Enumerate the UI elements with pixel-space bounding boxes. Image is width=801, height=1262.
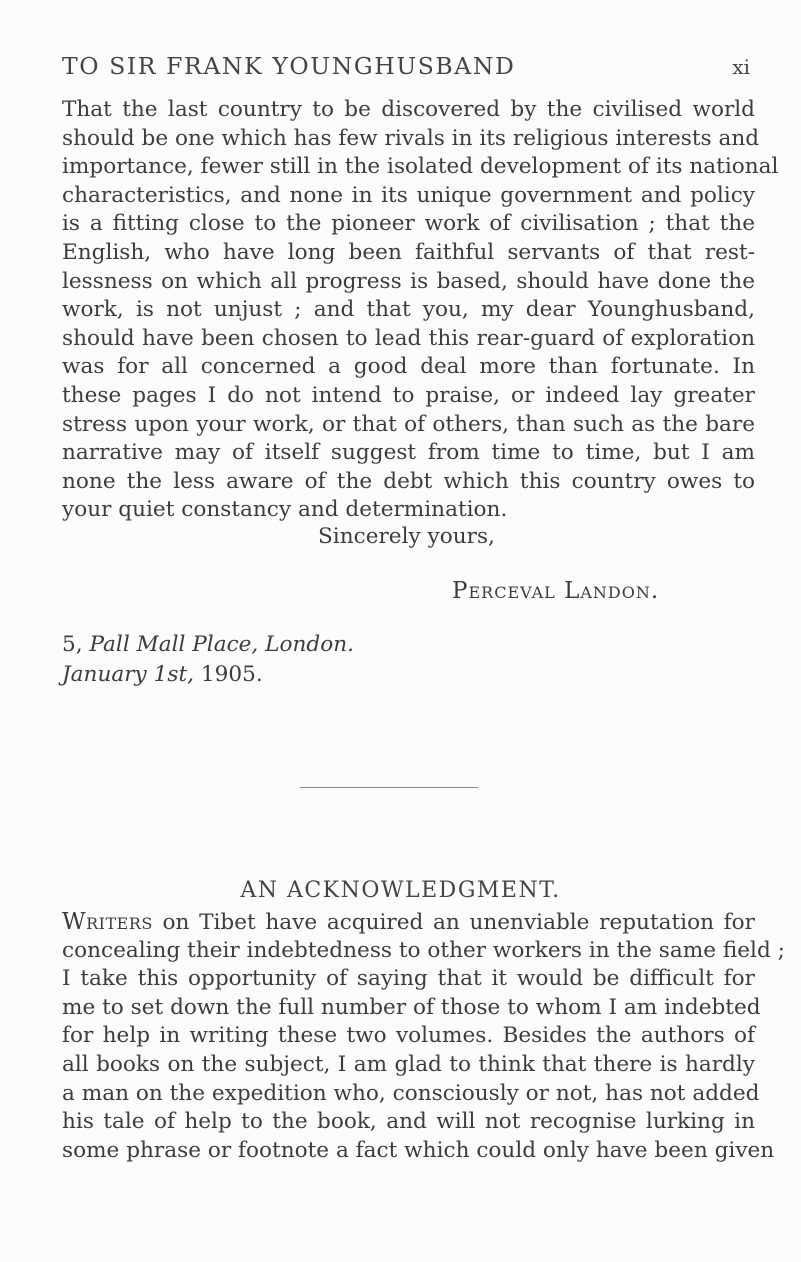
section-divider: [300, 787, 478, 788]
text-line: for help in writing these two volumes. Besides the authors of: [62, 1023, 755, 1049]
text-line: these pages I do not intend to praise, or indeed lay greater: [62, 382, 755, 408]
section-title: AN ACKNOWLEDGMENT.: [240, 878, 561, 903]
text-line: narrative may of itself suggest from time to time, but I am: [62, 440, 755, 466]
text-line: some phrase or footnote a fact which could only have been given: [62, 1137, 775, 1163]
drop-word: Writers: [62, 909, 153, 935]
letter-closing: Sincerely yours,: [318, 524, 495, 549]
text-line: lessness on which all progress is based, should have done the: [62, 268, 755, 294]
text-line: his tale of help to the book, and will not recognise lurking in: [62, 1109, 755, 1135]
text-line: should be one which has few rivals in its religious interests and: [62, 125, 760, 151]
text-line: a man on the expedition who, consciously or not, has not added: [62, 1080, 760, 1106]
text-line: I take this opportunity of saying that it would be difficult for: [62, 966, 755, 992]
text-line: all books on the subject, I am glad to think that there is hardly: [62, 1051, 755, 1077]
running-title: TO SIR FRANK YOUNGHUSBAND: [62, 52, 516, 80]
address-street: Pall Mall Place, London.: [89, 632, 355, 657]
date-day: 1st,: [153, 662, 194, 687]
address-number: 5,: [62, 632, 83, 657]
text-line: your quiet constancy and determination.: [62, 497, 508, 523]
text-line: is a fitting close to the pioneer work of civilisation ; that the: [62, 211, 755, 237]
text-line: That the last country to be discovered by the civilised world: [62, 97, 755, 122]
text-line: English, who have long been faithful servants of that rest-: [62, 239, 755, 265]
acknowledgment-paragraph: [62, 908, 785, 1165]
text-line: concealing their indebtedness to other workers in the same field ;: [62, 937, 785, 963]
date-line: [62, 662, 263, 687]
running-header: [62, 52, 752, 80]
address-line: [62, 632, 354, 657]
text-line: me to set down the full number of those to whom I am indebted: [62, 994, 761, 1020]
dedication-paragraph: [62, 96, 779, 525]
text-line: characteristics, and none in its unique government and policy: [62, 182, 755, 208]
date-month: January: [62, 662, 147, 687]
text-line: none the less aware of the debt which this country owes to: [62, 468, 755, 494]
signature: Perceval Landon.: [452, 578, 660, 604]
date-year: 1905.: [200, 662, 263, 687]
text-line: work, is not unjust ; and that you, my dear Younghusband,: [62, 297, 755, 323]
text-line: importance, fewer still in the isolated development of its national: [62, 154, 779, 180]
text-line: [62, 908, 755, 937]
text-line: was for all concerned a good deal more than fortunate. In: [62, 354, 755, 380]
text-line: stress upon your work, or that of others, than such as the bare: [62, 411, 755, 437]
page-number: xi: [732, 55, 750, 79]
text-line: should have been chosen to lead this rear-guard of exploration: [62, 325, 755, 351]
first-line-rest: on Tibet have acquired an unenviable reputation for: [152, 910, 755, 935]
